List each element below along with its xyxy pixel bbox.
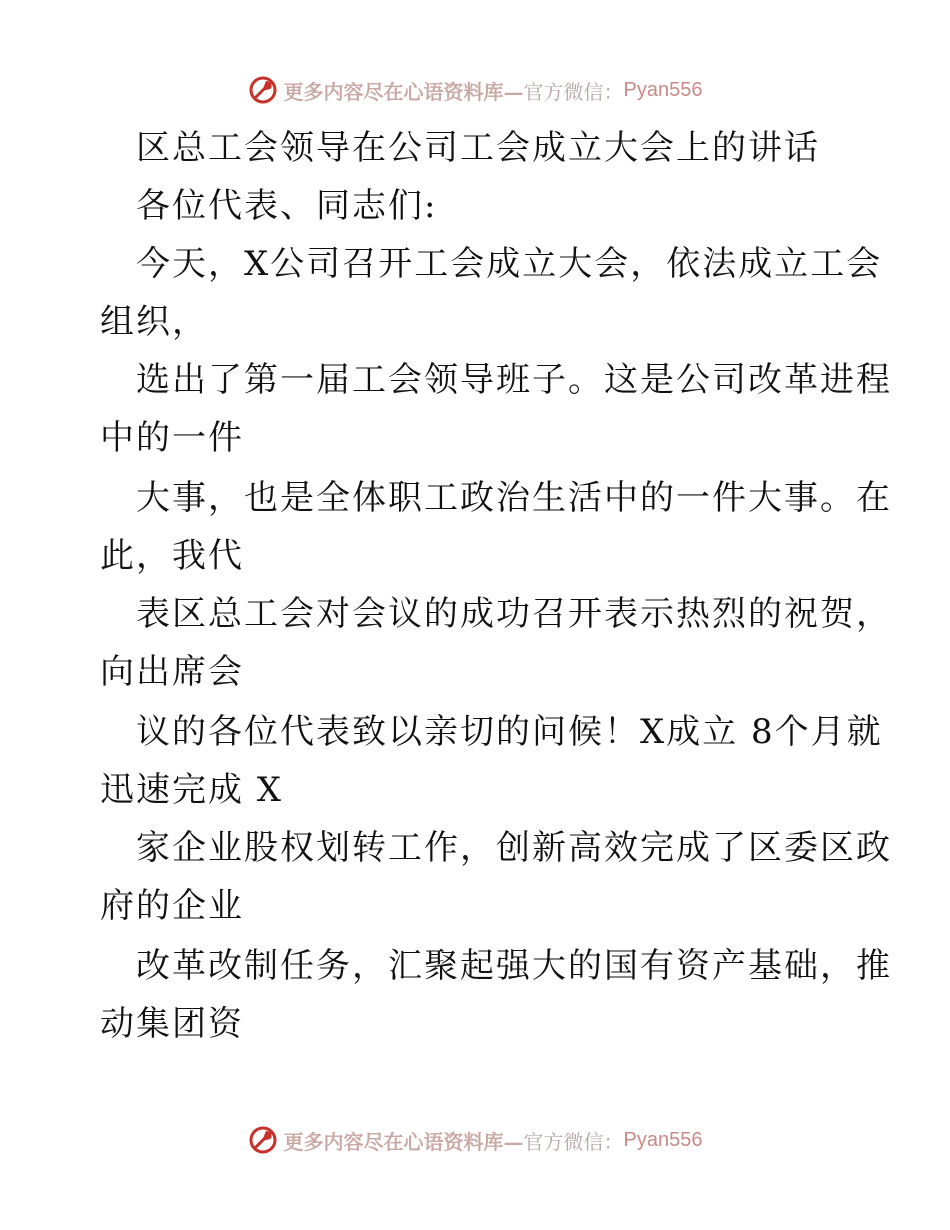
paragraph-line: 迅速完成 X: [100, 770, 284, 810]
watermark-text: 更多内容尽在心语资料库—: [283, 1129, 524, 1154]
watermark-text: 更多内容尽在心语资料库—: [283, 79, 524, 104]
paragraph-line: 选出了第一届工会领导班子。这是公司改革进程: [136, 360, 892, 400]
paragraph-line: 今天，X公司召开工会成立大会，依法成立工会: [136, 244, 883, 284]
document-title: 区总工会领导在公司工会成立大会上的讲话: [136, 128, 820, 168]
header-watermark: [0, 70, 950, 110]
paragraph-line: 此，我代: [100, 536, 244, 576]
paragraph-line: 中的一件: [100, 418, 244, 458]
footer-watermark: [0, 1120, 950, 1160]
quill-logo-icon: [248, 1125, 278, 1155]
paragraph-line: 向出席会: [100, 652, 244, 692]
salutation: 各位代表、同志们:: [136, 186, 438, 226]
paragraph-line: 家企业股权划转工作，创新高效完成了区委区政: [136, 828, 892, 868]
watermark-wechat-id: Pyan556: [623, 78, 703, 101]
paragraph-line: 组织，: [100, 302, 208, 342]
watermark-wechat-label: 官方微信：: [523, 1129, 624, 1154]
paragraph-line: 改革改制任务，汇聚起强大的国有资产基础，推: [136, 946, 892, 986]
quill-logo-icon: [248, 75, 278, 105]
watermark-wechat-id: Pyan556: [623, 1128, 703, 1151]
paragraph-line: 大事，也是全体职工政治生活中的一件大事。在: [136, 478, 892, 518]
paragraph-line: 表区总工会对会议的成功召开表示热烈的祝贺，: [136, 594, 892, 634]
paragraph-line: 议的各位代表致以亲切的问候！X成立 8个月就: [136, 712, 883, 752]
paragraph-line: 府的企业: [100, 886, 244, 926]
paragraph-line: 动集团资: [100, 1004, 244, 1044]
watermark-wechat-label: 官方微信：: [523, 79, 624, 104]
